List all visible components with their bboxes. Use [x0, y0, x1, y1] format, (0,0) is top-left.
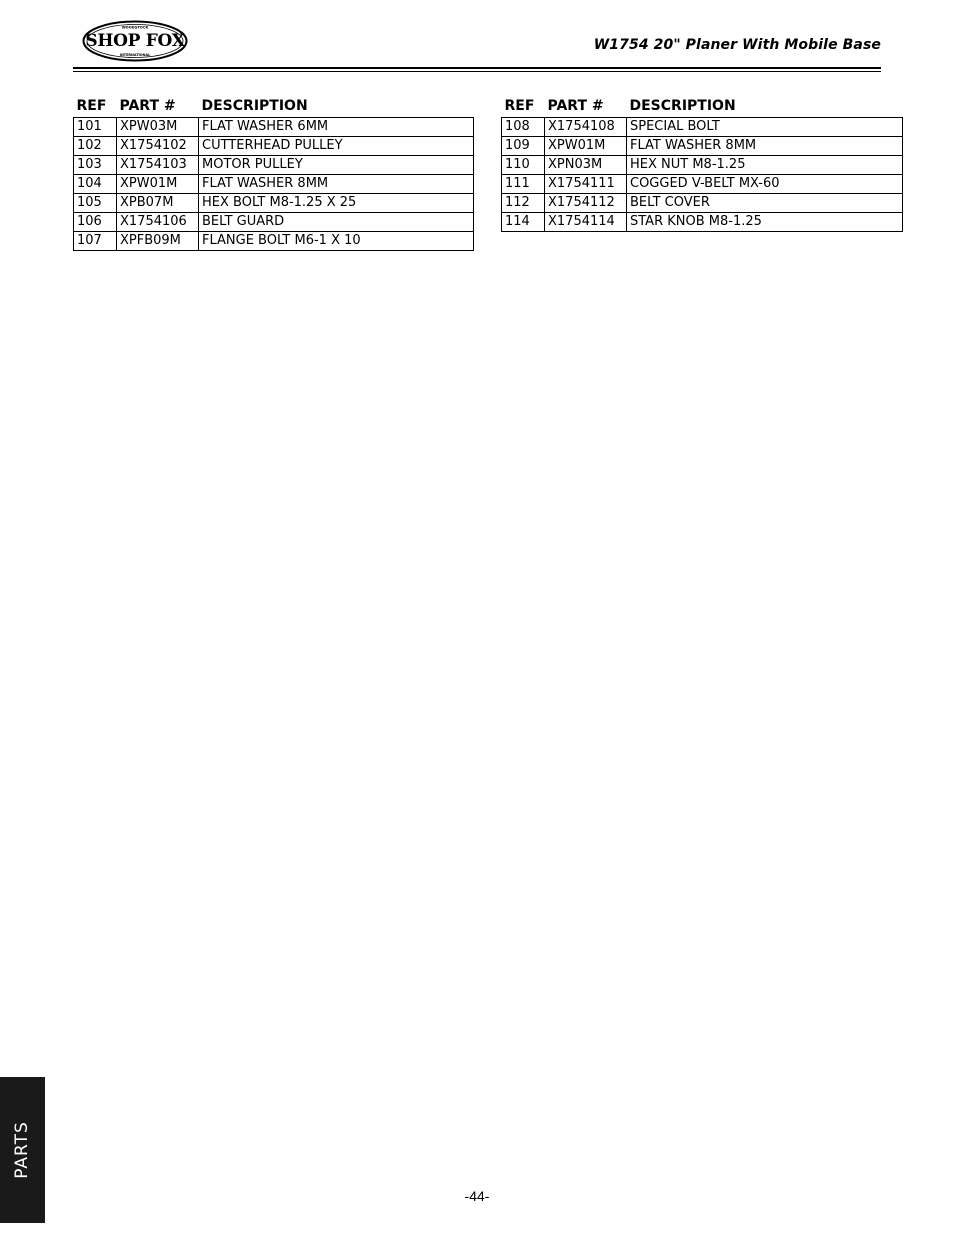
- table-row: [74, 137, 474, 156]
- cell-part: XPW01M: [545, 137, 627, 156]
- table-row: [74, 156, 474, 175]
- section-side-tab-label: PARTS: [12, 1121, 32, 1179]
- cell-ref: 104: [74, 175, 117, 194]
- cell-description: HEX NUT M8-1.25: [627, 156, 903, 175]
- cell-part: X1754108: [545, 118, 627, 137]
- cell-part: X1754106: [117, 213, 199, 232]
- cell-ref: 114: [502, 213, 545, 232]
- cell-description: BELT GUARD: [199, 213, 474, 232]
- header-rule-thin: [73, 71, 881, 72]
- col-header-ref: REF: [76, 98, 107, 114]
- cell-description: FLAT WASHER 6MM: [199, 118, 474, 137]
- table-row: [502, 213, 903, 232]
- cell-ref: 112: [502, 194, 545, 213]
- cell-part: XPW03M: [117, 118, 199, 137]
- logo-text-bottom: INTERNATIONAL: [119, 53, 151, 57]
- cell-part: X1754111: [545, 175, 627, 194]
- page-number: -44-: [464, 1188, 490, 1204]
- cell-part: XPB07M: [117, 194, 199, 213]
- table-row: [74, 118, 474, 137]
- table-header-row: [502, 91, 903, 118]
- cell-part: X1754114: [545, 213, 627, 232]
- cell-part: X1754103: [117, 156, 199, 175]
- logo-text-top: WOODSTOCK: [121, 25, 149, 30]
- shop-fox-logo: [82, 20, 188, 62]
- cell-part: X1754112: [545, 194, 627, 213]
- cell-ref: 109: [502, 137, 545, 156]
- cell-description: HEX BOLT M8-1.25 X 25: [199, 194, 474, 213]
- cell-part: XPW01M: [117, 175, 199, 194]
- parts-table-right: [501, 91, 903, 232]
- col-header-ref: REF: [504, 98, 535, 114]
- cell-description: BELT COVER: [627, 194, 903, 213]
- cell-description: CUTTERHEAD PULLEY: [199, 137, 474, 156]
- cell-description: FLANGE BOLT M6-1 X 10: [199, 232, 474, 251]
- cell-part: X1754102: [117, 137, 199, 156]
- table-row: [502, 137, 903, 156]
- cell-ref: 101: [74, 118, 117, 137]
- cell-ref: 103: [74, 156, 117, 175]
- cell-description: COGGED V-BELT MX-60: [627, 175, 903, 194]
- cell-description: STAR KNOB M8-1.25: [627, 213, 903, 232]
- table-row: [74, 213, 474, 232]
- cell-description: SPECIAL BOLT: [627, 118, 903, 137]
- cell-ref: 102: [74, 137, 117, 156]
- table-row: [502, 175, 903, 194]
- cell-description: MOTOR PULLEY: [199, 156, 474, 175]
- col-header-description: DESCRIPTION: [201, 98, 308, 114]
- table-row: [74, 175, 474, 194]
- col-header-part: PART #: [119, 98, 176, 114]
- table-row: [74, 232, 474, 251]
- cell-description: FLAT WASHER 8MM: [199, 175, 474, 194]
- table-row: [502, 194, 903, 213]
- col-header-description: DESCRIPTION: [629, 98, 736, 114]
- header-rule: [73, 67, 881, 69]
- cell-description: FLAT WASHER 8MM: [627, 137, 903, 156]
- cell-ref: 106: [74, 213, 117, 232]
- document-title: W1754 20" Planer With Mobile Base: [593, 37, 881, 53]
- cell-part: XPN03M: [545, 156, 627, 175]
- cell-ref: 110: [502, 156, 545, 175]
- table-row: [502, 156, 903, 175]
- table-row: [74, 194, 474, 213]
- table-header-row: [74, 91, 474, 118]
- cell-ref: 105: [74, 194, 117, 213]
- cell-ref: 111: [502, 175, 545, 194]
- cell-ref: 107: [74, 232, 117, 251]
- table-row: [502, 118, 903, 137]
- cell-ref: 108: [502, 118, 545, 137]
- col-header-part: PART #: [547, 98, 604, 114]
- parts-table-left: [73, 91, 474, 251]
- logo-text-brand: SHOP FOX: [85, 31, 185, 51]
- cell-part: XPFB09M: [117, 232, 199, 251]
